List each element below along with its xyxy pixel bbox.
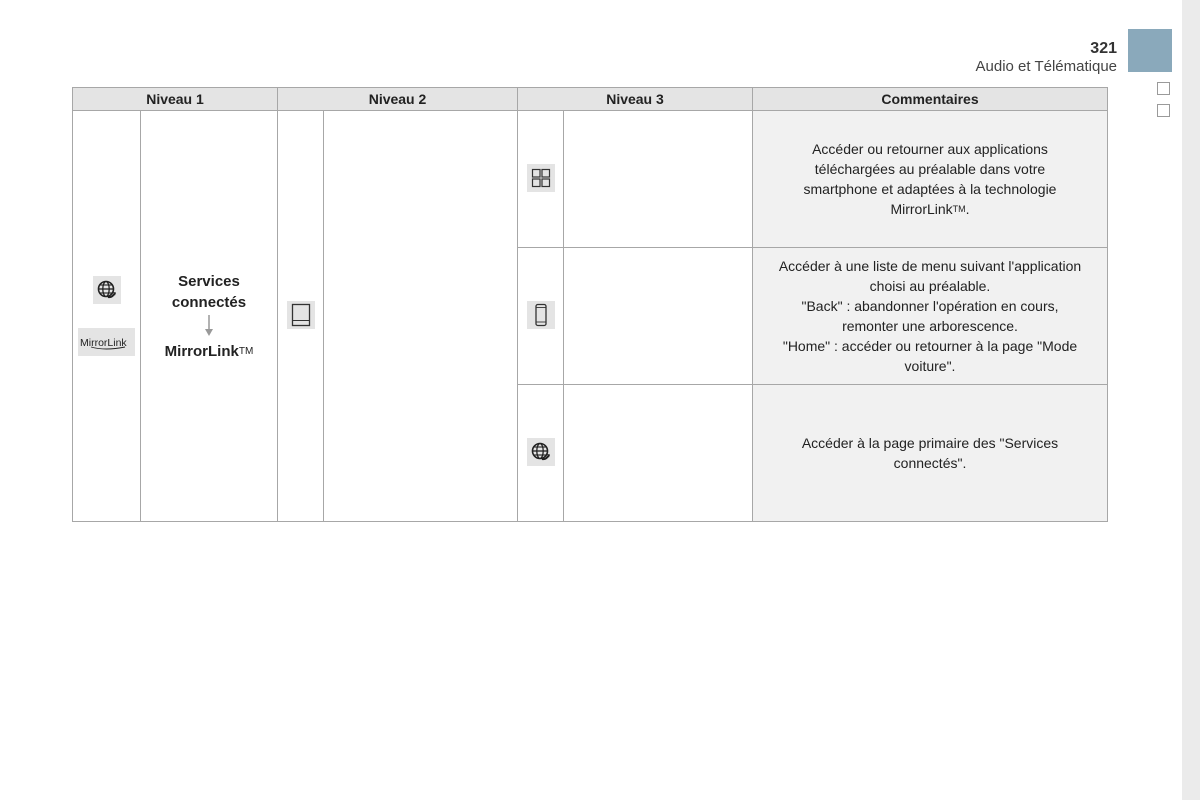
level1-title	[141, 271, 277, 313]
table-row	[73, 111, 1108, 248]
header-level1: Niveau 1	[73, 88, 278, 111]
comment-cell	[753, 111, 1108, 248]
level1-icon-cell	[73, 111, 141, 522]
level1-title-line2: connectés	[171, 293, 247, 311]
mirrorlink-logo-text: MirrorLink	[79, 337, 127, 349]
comment-line: Accéder à une liste de menu suivant l'application	[778, 258, 1082, 274]
level3-icon-cell	[518, 248, 564, 385]
connected-services-globe-icon	[93, 276, 121, 304]
header-level3: Niveau 3	[518, 88, 753, 111]
down-arrow-icon	[204, 315, 214, 337]
page-number: 321	[1090, 40, 1117, 57]
comment-cell	[753, 385, 1108, 522]
level1-title-line1: Services	[178, 272, 240, 290]
level3-icon-cell	[518, 111, 564, 248]
mirrorlink-logo	[78, 328, 135, 356]
comment-line: téléchargées au préalable dans votre	[814, 161, 1046, 177]
connected-services-globe-icon	[527, 438, 555, 466]
level3-label-cell	[564, 385, 753, 522]
comment-line: Accéder à la page primaire des "Services	[801, 435, 1059, 451]
trademark-mark: TM	[238, 345, 254, 357]
trademark-mark: TM	[952, 204, 966, 214]
comment-line: MirrorLink™.	[890, 201, 970, 217]
comment-line: smartphone et adaptées à la technologie	[803, 181, 1057, 197]
nav-box-1[interactable]	[1157, 82, 1170, 95]
comment-line: "Back" : abandonner l'opération en cours,	[801, 298, 1059, 314]
level2-label-cell	[324, 111, 518, 522]
level3-label-cell	[564, 248, 753, 385]
header-comments: Commentaires	[753, 88, 1108, 111]
header-level2: Niveau 2	[278, 88, 518, 111]
nav-box-2[interactable]	[1157, 104, 1170, 117]
level3-icon-cell	[518, 385, 564, 522]
smartphone-icon	[527, 301, 555, 329]
level2-icon-cell	[278, 111, 324, 522]
level3-label-cell	[564, 111, 753, 248]
level1-subtitle: MirrorLink™	[164, 342, 254, 360]
comment-line: remonter une arborescence.	[842, 318, 1018, 334]
table-header-row	[73, 88, 1108, 111]
comment-line: "Home" : accéder ou retourner à la page "Mode	[782, 338, 1078, 354]
comment-cell	[753, 248, 1108, 385]
comment-line: choisi au préalable.	[869, 278, 991, 294]
level1-label-cell	[141, 111, 278, 522]
comment-line: voiture".	[904, 358, 956, 374]
comment-line: connectés".	[893, 455, 967, 471]
app-grid-icon	[527, 164, 555, 192]
scrollbar[interactable]	[1182, 0, 1200, 800]
tablet-screen-icon	[287, 301, 315, 329]
section-title: Audio et Télématique	[975, 58, 1117, 75]
comment-line: Accéder ou retourner aux applications	[812, 141, 1048, 157]
menu-table	[72, 87, 1108, 522]
chapter-tab[interactable]	[1128, 29, 1172, 72]
